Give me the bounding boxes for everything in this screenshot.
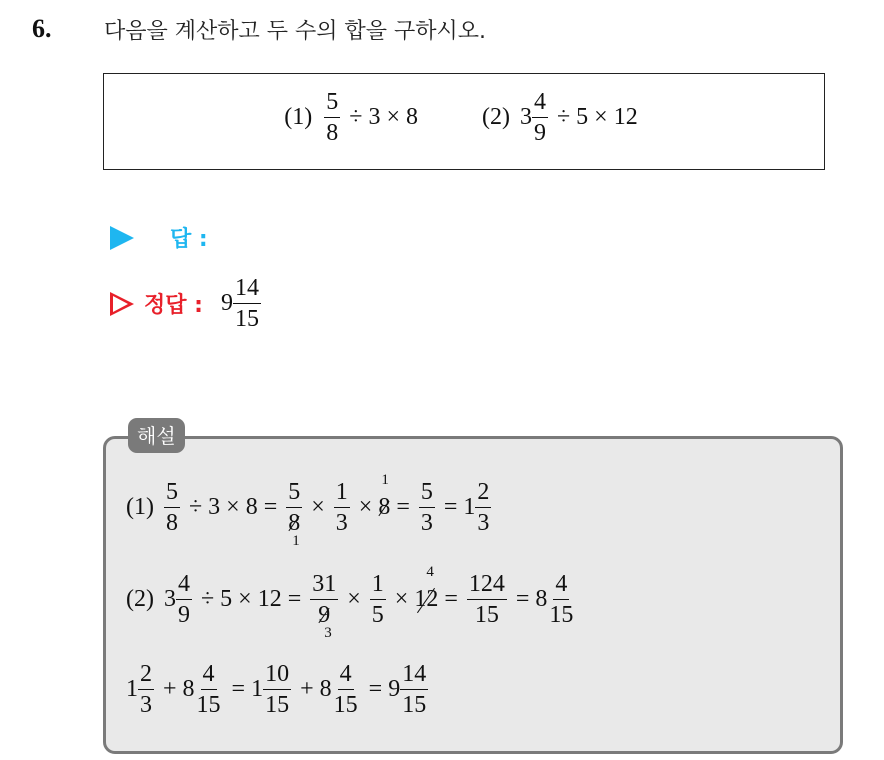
solution-line-2 (126, 564, 578, 641)
cancelled-term (378, 472, 391, 521)
fraction-numerator: 4 (338, 662, 354, 690)
fraction (334, 480, 350, 535)
fraction (164, 480, 180, 535)
problem-1-label: (1) (284, 104, 313, 130)
operator-text: ÷ 5 × 12 = (200, 586, 302, 612)
line-label: (1) (126, 494, 154, 520)
answer-label: 답 : (170, 227, 208, 252)
correct-answer-value (221, 276, 264, 331)
fraction-denominator: 8 (326, 120, 339, 146)
problem-1-operations: ÷ 3 × 8 (349, 104, 418, 130)
mixed-whole: 3 (163, 586, 176, 612)
line-label: (2) (126, 586, 154, 612)
problem-2-fraction (532, 90, 548, 145)
fraction-denominator: 15 (549, 602, 574, 628)
mixed-whole: 1 (251, 676, 264, 702)
fraction-numerator: 4 (553, 572, 569, 600)
fraction-denominator: 8 (165, 510, 178, 536)
problem-box (103, 73, 825, 170)
problem-line (104, 90, 824, 145)
correct-answer-fraction (233, 276, 261, 331)
cancelled-digit: 12 (414, 586, 439, 612)
plus-sign: + (163, 676, 177, 702)
fraction-denominator: 9 (533, 120, 546, 146)
fraction-numerator: 31 (310, 572, 338, 600)
fraction-numerator: 5 (286, 480, 302, 508)
fraction (370, 572, 386, 627)
equals-sign: = (396, 494, 410, 520)
answer-row (110, 222, 208, 253)
fraction-numerator: 1 (370, 572, 386, 600)
problem-1-fraction (324, 90, 340, 145)
mixed-whole: 8 (319, 676, 332, 702)
fraction-numerator: 2 (475, 480, 491, 508)
fraction-denominator: 15 (333, 692, 358, 718)
problem-2 (482, 90, 644, 145)
fraction-numerator: 124 (467, 572, 507, 600)
operator-text: ÷ 3 × 8 = (188, 494, 278, 520)
mixed-whole: 8 (182, 676, 195, 702)
cancelled-digit: 9 (318, 602, 331, 628)
fraction (547, 572, 575, 627)
fraction-numerator: 5 (324, 90, 340, 118)
times-sign: × (358, 494, 373, 520)
problem-2-label: (2) (482, 104, 510, 130)
times-sign: × (347, 586, 361, 612)
equals-sign: = (231, 676, 246, 702)
fraction (467, 572, 507, 627)
outline-triangle-icon (110, 292, 134, 316)
fraction-numerator: 14 (233, 276, 261, 304)
cancel-result: 1 (381, 472, 389, 488)
fraction-numerator: 14 (400, 662, 428, 690)
fraction (419, 480, 435, 535)
cancelled-digit: 8 (378, 494, 391, 520)
fraction-denominator (286, 508, 302, 549)
equals-sign: = (368, 676, 383, 702)
fraction-denominator: 15 (402, 692, 427, 718)
fraction (176, 572, 192, 627)
fraction-numerator: 4 (201, 662, 217, 690)
fraction-with-cancel (310, 571, 338, 641)
fraction-denominator: 15 (196, 692, 221, 718)
equals-sign: = (515, 586, 530, 612)
cancel-result: 3 (324, 625, 332, 641)
question-text: 다음을 계산하고 두 수의 합을 구하시오. (104, 19, 486, 44)
play-triangle-icon (110, 226, 134, 250)
fraction-denominator: 9 (177, 602, 190, 628)
mixed-whole: 1 (126, 676, 138, 702)
fraction (263, 662, 291, 717)
fraction-numerator: 4 (176, 572, 192, 600)
times-sign: × (394, 586, 409, 612)
fraction-denominator: 5 (371, 602, 384, 628)
times-sign: × (311, 494, 325, 520)
fraction (400, 662, 428, 717)
solution-line-3 (126, 662, 431, 717)
fraction-denominator: 3 (477, 510, 490, 536)
problem-2-operations: ÷ 5 × 12 (556, 104, 638, 130)
equals-sign: = (444, 586, 458, 612)
mixed-whole: 8 (535, 586, 548, 612)
fraction-denominator: 15 (474, 602, 499, 628)
fraction-numerator: 4 (532, 90, 548, 118)
equals-sign: = (443, 494, 458, 520)
fraction (475, 480, 491, 535)
fraction-numerator: 10 (263, 662, 291, 690)
solution-line-1 (126, 472, 494, 549)
fraction-denominator: 3 (140, 692, 152, 718)
fraction-numerator: 1 (334, 480, 350, 508)
fraction-denominator: 15 (265, 692, 290, 718)
correct-answer-row (110, 276, 264, 331)
fraction (138, 662, 154, 717)
fraction-numerator: 2 (138, 662, 154, 690)
fraction-with-cancel (286, 479, 302, 549)
fraction (195, 662, 223, 717)
fraction-denominator: 15 (234, 306, 259, 332)
mixed-whole: 9 (388, 676, 401, 702)
fraction-numerator: 5 (419, 480, 435, 508)
fraction-denominator: 3 (335, 510, 348, 536)
fraction-numerator: 5 (164, 480, 180, 508)
mixed-whole: 3 (519, 104, 532, 130)
plus-sign: + (300, 676, 314, 702)
fraction-denominator (316, 600, 332, 641)
cancelled-digit: 8 (288, 510, 301, 536)
problem-1 (284, 90, 424, 145)
question-number: 6. (32, 14, 52, 43)
mixed-whole: 9 (220, 290, 233, 316)
mixed-whole: 1 (463, 494, 476, 520)
cancelled-term (414, 564, 439, 613)
fraction (332, 662, 360, 717)
cancel-result: 4 (426, 564, 434, 580)
solution-tag: 해설 (128, 418, 185, 453)
fraction-denominator: 3 (420, 510, 433, 536)
correct-answer-label: 정답 : (144, 293, 203, 318)
cancel-result: 1 (292, 533, 300, 549)
